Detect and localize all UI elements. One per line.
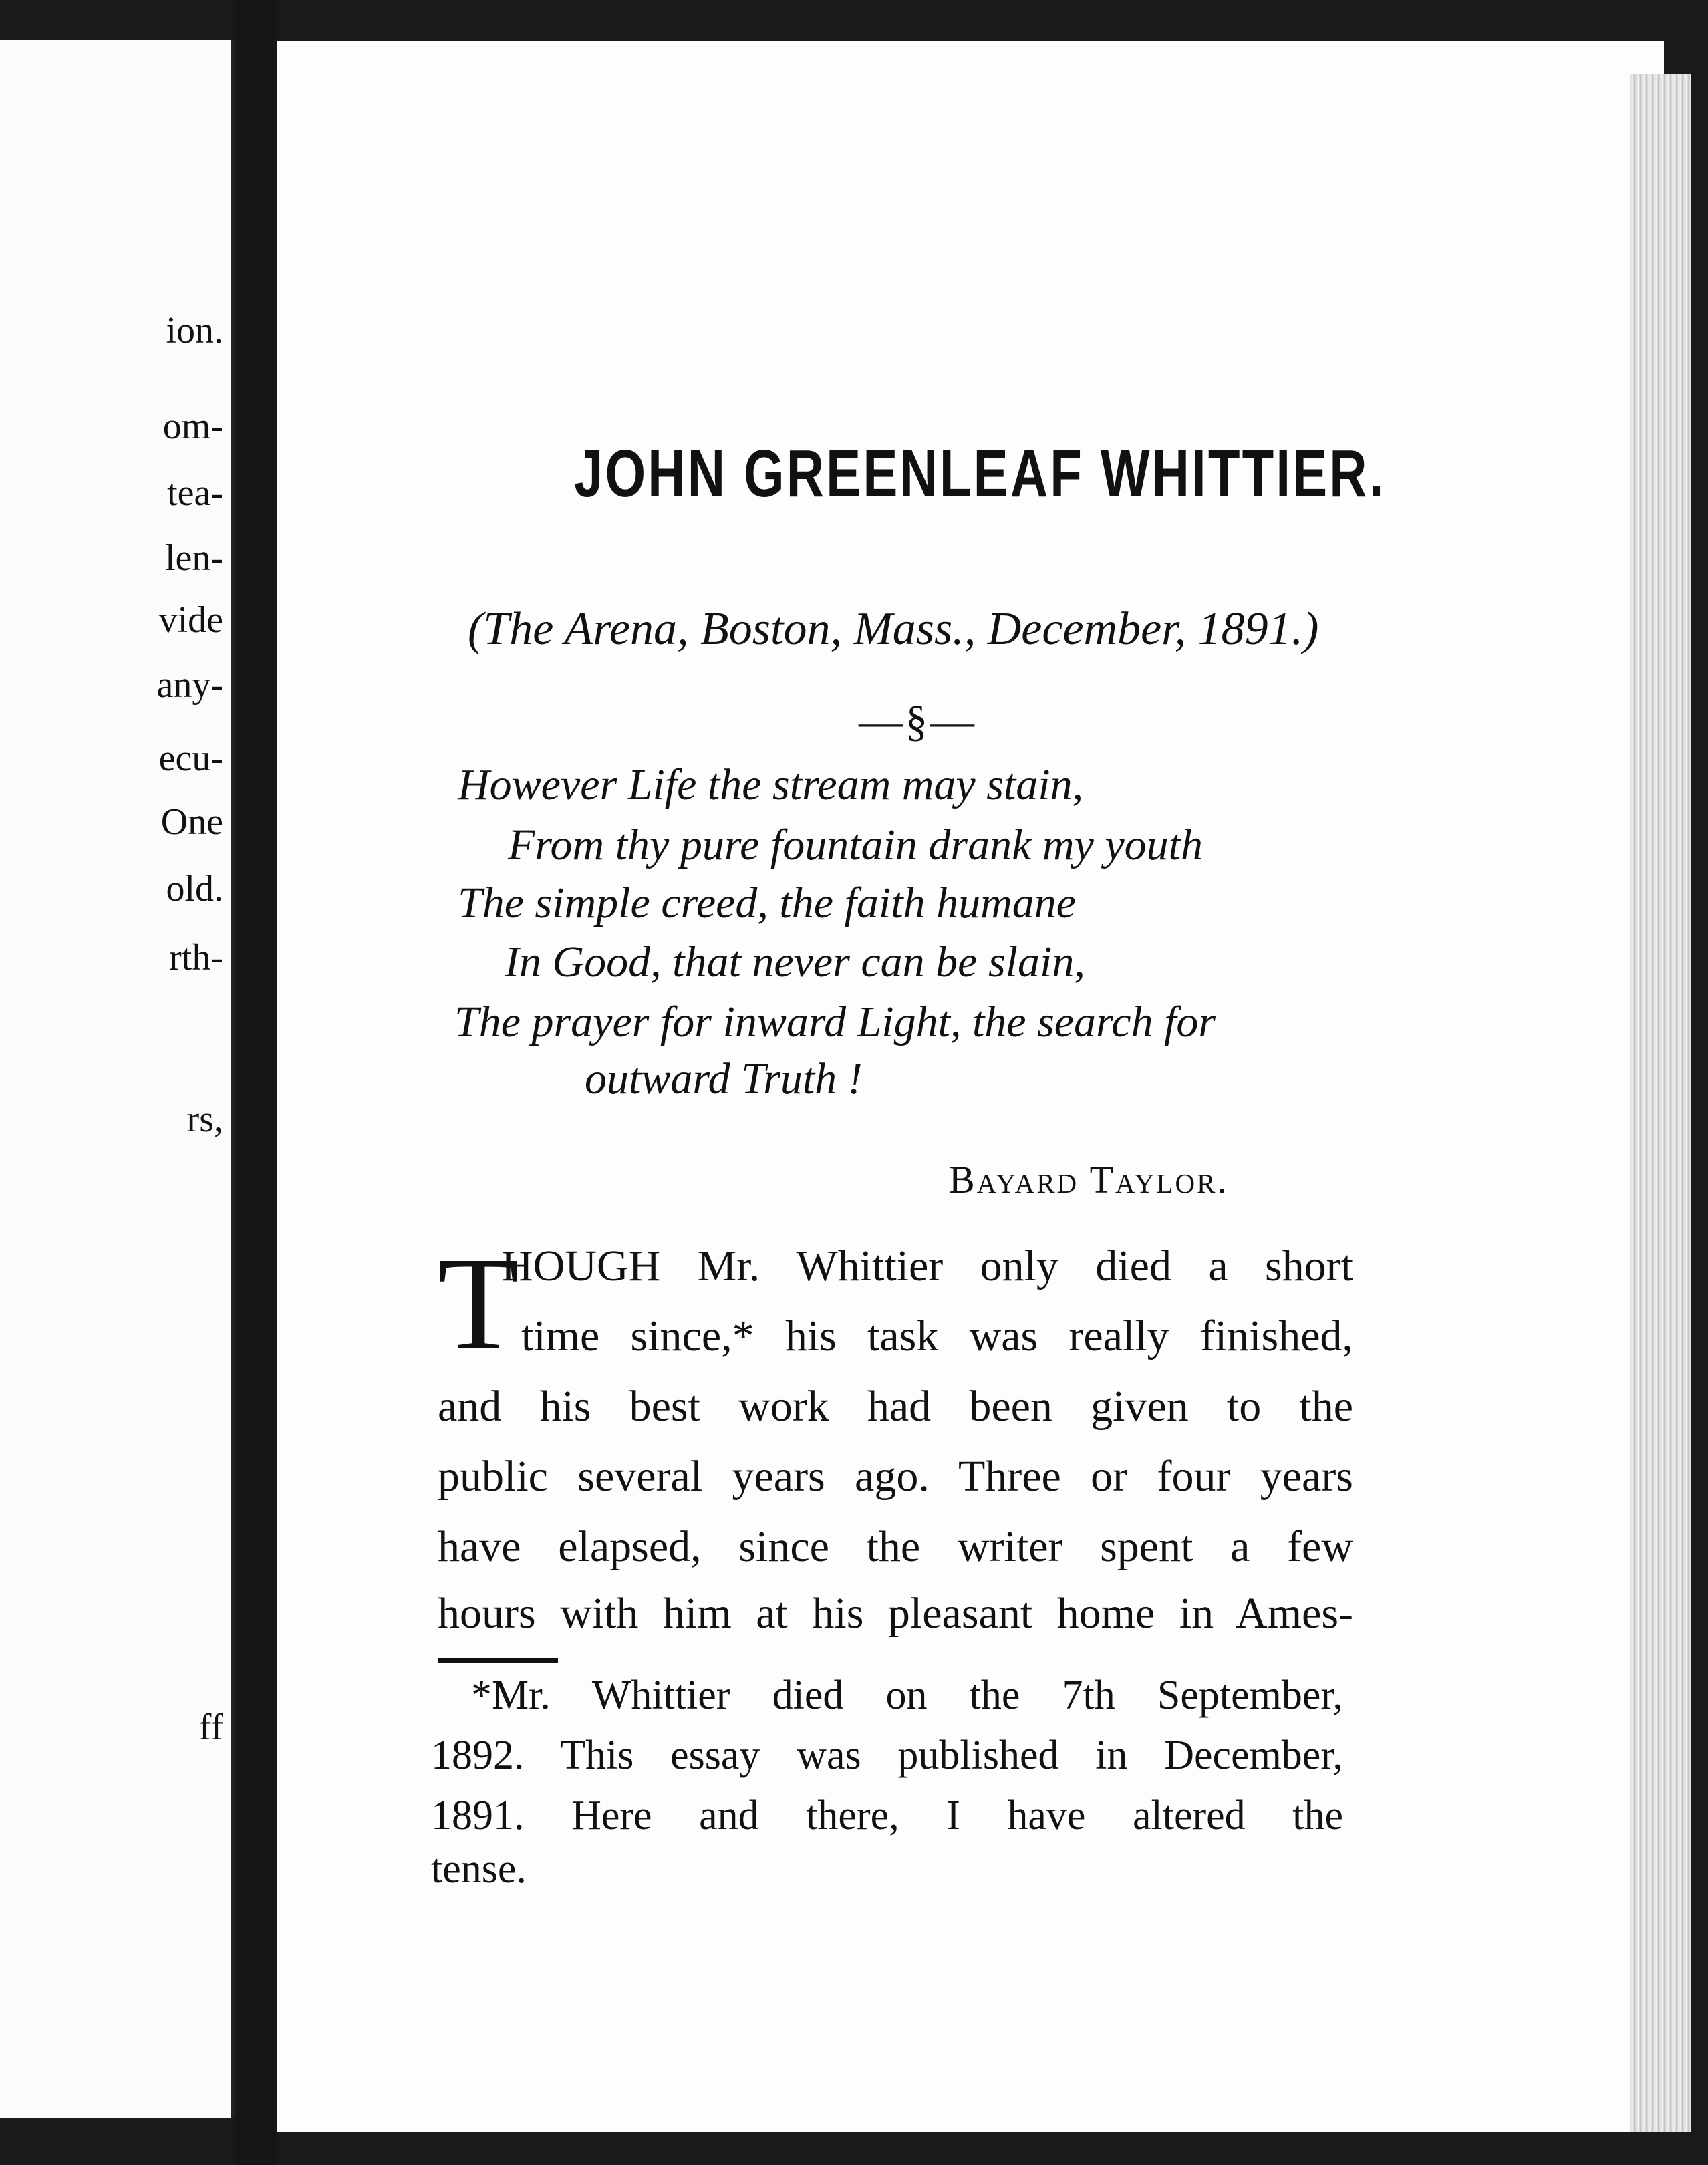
- body-text-line: HOUGH Mr. Whittier only died a short: [501, 1242, 1353, 1290]
- epigraph-line: In Good, that never can be slain,: [505, 937, 1085, 986]
- drop-cap: T: [438, 1230, 520, 1378]
- section-divider: —§—: [859, 697, 977, 746]
- footnote-line: 1892. This essay was published in December,: [431, 1733, 1343, 1778]
- left-page-fragment: ecu-: [158, 738, 223, 779]
- footnote-line: *Mr. Whittier died on the 7th September,: [471, 1673, 1343, 1718]
- left-page-fragment: old.: [166, 868, 223, 909]
- left-page-fragment: rs,: [186, 1099, 223, 1140]
- previous-page: [0, 40, 235, 2118]
- left-page-fragment: rth-: [169, 937, 223, 978]
- page-stack-edge: [1630, 74, 1691, 2132]
- body-text-line: and his best work had been given to the: [438, 1382, 1353, 1431]
- epigraph-line: From thy pure fountain drank my youth: [508, 821, 1203, 869]
- left-page-fragment: ff: [198, 1707, 223, 1748]
- body-text-line: time since,* his task was really finished,: [521, 1312, 1353, 1360]
- left-page-fragment: ion.: [166, 310, 223, 351]
- epigraph-line: The simple creed, the faith humane: [458, 879, 1077, 927]
- epigraph-line: The prayer for inward Light, the search for: [454, 998, 1216, 1046]
- source-citation: (The Arena, Boston, Mass., December, 1891.): [468, 603, 1319, 655]
- left-page-fragment: tea-: [167, 472, 223, 514]
- epigraph-line: However Life the stream may stain,: [458, 760, 1084, 809]
- epigraph-author: Bayard Taylor.: [949, 1158, 1229, 1201]
- left-page-fragment: One: [160, 801, 223, 843]
- body-text-line: public several years ago. Three or four years: [438, 1452, 1353, 1501]
- footnote-line: tense.: [431, 1846, 527, 1892]
- footnote-rule: [438, 1658, 558, 1663]
- main-page: [277, 41, 1664, 2132]
- left-page-fragment: len-: [164, 537, 223, 579]
- footnote-line: 1891. Here and there, I have altered the: [431, 1793, 1343, 1838]
- body-text-line: hours with him at his pleasant home in Ames-: [438, 1589, 1353, 1638]
- page-title: JOHN GREENLEAF WHITTIER.: [573, 436, 1386, 511]
- left-page-fragment: any-: [156, 664, 223, 706]
- left-page-fragment: om-: [162, 406, 223, 447]
- body-text-line: have elapsed, since the writer spent a few: [438, 1522, 1353, 1571]
- epigraph-line: outward Truth !: [585, 1054, 863, 1103]
- left-page-fragment: vide: [158, 599, 223, 641]
- book-gutter: [235, 0, 277, 2165]
